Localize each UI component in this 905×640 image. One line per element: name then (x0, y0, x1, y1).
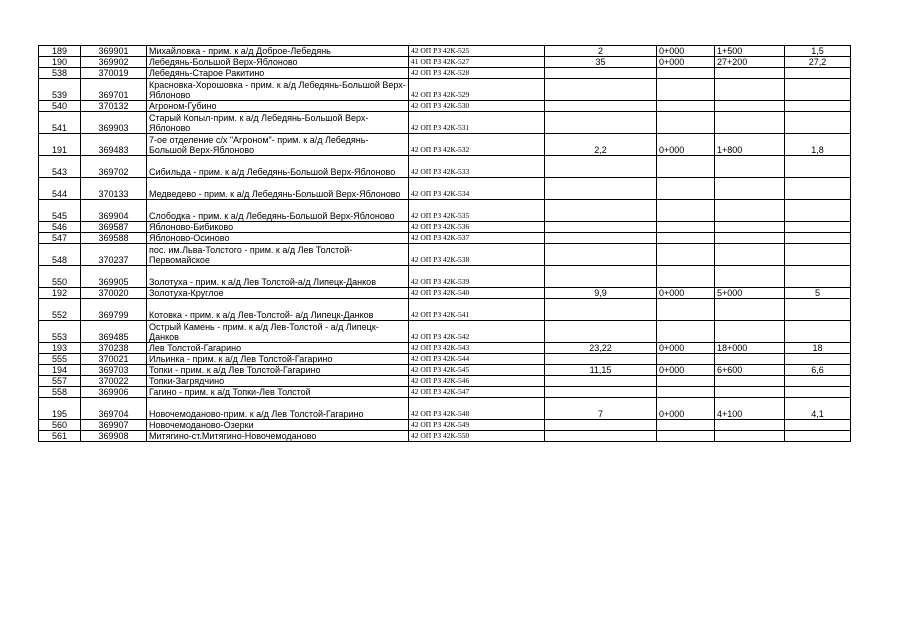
section-end-cell (715, 387, 785, 398)
table-row (39, 398, 851, 420)
road-code-cell: 369701 (81, 79, 147, 101)
road-name-cell: Лебедянь-Старое Ракитино (147, 68, 409, 79)
section-start-cell (657, 266, 715, 288)
total-length-cell (545, 178, 657, 200)
total-length-cell (545, 431, 657, 442)
section-length-cell (785, 266, 851, 288)
table-row (39, 200, 851, 222)
section-end-cell (715, 244, 785, 266)
section-end-cell (715, 101, 785, 112)
section-end-cell (715, 68, 785, 79)
registry-id-cell: 42 ОП РЗ 42К-535 (409, 200, 545, 222)
section-end-cell: 27+200 (715, 57, 785, 68)
total-length-cell (545, 354, 657, 365)
section-length-cell: 5 (785, 288, 851, 299)
road-code-cell: 370132 (81, 101, 147, 112)
section-start-cell (657, 420, 715, 431)
section-length-cell (785, 376, 851, 387)
row-number-cell: 195 (39, 398, 81, 420)
table-row (39, 68, 851, 79)
table-row (39, 233, 851, 244)
table-body (39, 46, 851, 442)
registry-id-cell: 42 ОП РЗ 42К-543 (409, 343, 545, 354)
total-length-cell: 2 (545, 46, 657, 57)
registry-id-cell: 42 ОП РЗ 42К-548 (409, 398, 545, 420)
road-code-cell: 370019 (81, 68, 147, 79)
total-length-cell (545, 387, 657, 398)
section-end-cell: 1+800 (715, 134, 785, 156)
total-length-cell (545, 233, 657, 244)
table-row (39, 431, 851, 442)
road-name-cell: Митягино-ст.Митягино-Новочемоданово (147, 431, 409, 442)
section-length-cell (785, 387, 851, 398)
road-name-cell: пос. им.Льва-Толстого - прим. к а/д Лев Толстой-Первомайское (147, 244, 409, 266)
section-end-cell (715, 354, 785, 365)
table-row (39, 244, 851, 266)
row-number-cell: 544 (39, 178, 81, 200)
table-row (39, 299, 851, 321)
total-length-cell (545, 299, 657, 321)
road-name-cell: Сибильда - прим. к а/д Лебедянь-Большой Верх-Яблоново (147, 156, 409, 178)
section-start-cell: 0+000 (657, 398, 715, 420)
total-length-cell (545, 266, 657, 288)
row-number-cell: 190 (39, 57, 81, 68)
registry-id-cell: 42 ОП РЗ 42К-530 (409, 101, 545, 112)
table-row (39, 288, 851, 299)
total-length-cell (545, 112, 657, 134)
road-name-cell: Слободка - прим. к а/д Лебедянь-Большой Верх-Яблоново (147, 200, 409, 222)
section-start-cell (657, 156, 715, 178)
section-start-cell (657, 431, 715, 442)
section-end-cell: 1+500 (715, 46, 785, 57)
section-start-cell (657, 354, 715, 365)
total-length-cell: 11,15 (545, 365, 657, 376)
row-number-cell: 538 (39, 68, 81, 79)
section-start-cell: 0+000 (657, 343, 715, 354)
registry-id-cell: 42 ОП РЗ 42К-540 (409, 288, 545, 299)
total-length-cell (545, 68, 657, 79)
registry-id-cell: 42 ОП РЗ 42К-536 (409, 222, 545, 233)
row-number-cell: 555 (39, 354, 81, 365)
section-start-cell (657, 233, 715, 244)
section-end-cell (715, 299, 785, 321)
road-name-cell: Котовка - прим. к а/д Лев-Толстой- а/д Липецк-Данков (147, 299, 409, 321)
section-start-cell (657, 387, 715, 398)
table-row (39, 57, 851, 68)
section-length-cell: 1,8 (785, 134, 851, 156)
section-start-cell (657, 200, 715, 222)
table-row (39, 46, 851, 57)
section-end-cell: 6+600 (715, 365, 785, 376)
road-code-cell: 369901 (81, 46, 147, 57)
section-length-cell (785, 79, 851, 101)
table-row (39, 79, 851, 101)
section-length-cell (785, 299, 851, 321)
section-length-cell (785, 200, 851, 222)
section-length-cell (785, 321, 851, 343)
road-code-cell: 369903 (81, 112, 147, 134)
section-start-cell (657, 376, 715, 387)
section-end-cell (715, 200, 785, 222)
registry-id-cell: 42 ОП РЗ 42К-546 (409, 376, 545, 387)
row-number-cell: 194 (39, 365, 81, 376)
road-name-cell: Красновка-Хорошовка - прим. к а/д Лебедянь-Большой Верх-Яблоново (147, 79, 409, 101)
total-length-cell: 9,9 (545, 288, 657, 299)
road-name-cell: Острый Камень - прим. к а/д Лев-Толстой - а/д Липецк-Данков (147, 321, 409, 343)
row-number-cell: 191 (39, 134, 81, 156)
registry-id-cell: 42 ОП РЗ 42К-532 (409, 134, 545, 156)
road-code-cell: 369902 (81, 57, 147, 68)
row-number-cell: 552 (39, 299, 81, 321)
road-name-cell: Гагино - прим. к а/д Топки-Лев Толстой (147, 387, 409, 398)
road-name-cell: Лебедянь-Большой Верх-Яблоново (147, 57, 409, 68)
section-start-cell (657, 68, 715, 79)
total-length-cell: 7 (545, 398, 657, 420)
row-number-cell: 548 (39, 244, 81, 266)
road-code-cell: 369587 (81, 222, 147, 233)
row-number-cell: 541 (39, 112, 81, 134)
road-name-cell: Топки - прим. к а/д Лев Толстой-Гагарино (147, 365, 409, 376)
section-length-cell (785, 354, 851, 365)
road-code-cell: 369799 (81, 299, 147, 321)
table-row (39, 222, 851, 233)
road-code-cell: 370237 (81, 244, 147, 266)
table-row (39, 101, 851, 112)
registry-id-cell: 42 ОП РЗ 42К-529 (409, 79, 545, 101)
section-length-cell (785, 233, 851, 244)
section-length-cell (785, 431, 851, 442)
total-length-cell (545, 200, 657, 222)
section-end-cell: 4+100 (715, 398, 785, 420)
table-row (39, 420, 851, 431)
row-number-cell: 557 (39, 376, 81, 387)
table-row (39, 112, 851, 134)
road-code-cell: 369904 (81, 200, 147, 222)
section-length-cell (785, 178, 851, 200)
section-length-cell: 18 (785, 343, 851, 354)
registry-id-cell: 42 ОП РЗ 42К-534 (409, 178, 545, 200)
total-length-cell (545, 156, 657, 178)
registry-id-cell: 42 ОП РЗ 42К-533 (409, 156, 545, 178)
table-row (39, 134, 851, 156)
road-name-cell: Топки-Загрядчино (147, 376, 409, 387)
total-length-cell (545, 244, 657, 266)
road-code-cell: 369483 (81, 134, 147, 156)
table-row (39, 156, 851, 178)
section-end-cell (715, 266, 785, 288)
road-code-cell: 369485 (81, 321, 147, 343)
total-length-cell: 35 (545, 57, 657, 68)
registry-id-cell: 41 ОП РЗ 42К-527 (409, 57, 545, 68)
row-number-cell: 543 (39, 156, 81, 178)
section-length-cell (785, 68, 851, 79)
section-end-cell (715, 178, 785, 200)
row-number-cell: 560 (39, 420, 81, 431)
section-start-cell: 0+000 (657, 134, 715, 156)
section-length-cell (785, 420, 851, 431)
road-code-cell: 369704 (81, 398, 147, 420)
section-start-cell: 0+000 (657, 365, 715, 376)
section-end-cell (715, 376, 785, 387)
road-code-cell: 369907 (81, 420, 147, 431)
road-name-cell: Золотуха-Круглое (147, 288, 409, 299)
section-end-cell (715, 156, 785, 178)
road-code-cell: 370133 (81, 178, 147, 200)
section-length-cell: 27,2 (785, 57, 851, 68)
road-name-cell: Агроном-Губино (147, 101, 409, 112)
road-code-cell: 369703 (81, 365, 147, 376)
section-end-cell (715, 112, 785, 134)
registry-id-cell: 42 ОП РЗ 42К-547 (409, 387, 545, 398)
road-code-cell: 369588 (81, 233, 147, 244)
total-length-cell: 23,22 (545, 343, 657, 354)
road-code-cell: 370238 (81, 343, 147, 354)
registry-id-cell: 42 ОП РЗ 42К-528 (409, 68, 545, 79)
registry-id-cell: 42 ОП РЗ 42К-541 (409, 299, 545, 321)
registry-id-cell: 42 ОП РЗ 42К-544 (409, 354, 545, 365)
road-code-cell: 370021 (81, 354, 147, 365)
total-length-cell (545, 79, 657, 101)
section-end-cell (715, 420, 785, 431)
road-code-cell: 370020 (81, 288, 147, 299)
section-end-cell: 5+000 (715, 288, 785, 299)
total-length-cell (545, 376, 657, 387)
road-code-cell: 369908 (81, 431, 147, 442)
registry-id-cell: 42 ОП РЗ 42К-537 (409, 233, 545, 244)
registry-id-cell: 42 ОП РЗ 42К-539 (409, 266, 545, 288)
section-start-cell (657, 101, 715, 112)
total-length-cell (545, 222, 657, 233)
row-number-cell: 561 (39, 431, 81, 442)
row-number-cell: 558 (39, 387, 81, 398)
row-number-cell: 545 (39, 200, 81, 222)
registry-id-cell: 42 ОП РЗ 42К-531 (409, 112, 545, 134)
road-code-cell: 369702 (81, 156, 147, 178)
section-start-cell: 0+000 (657, 46, 715, 57)
road-name-cell: Михайловка - прим. к а/д Доброе-Лебедянь (147, 46, 409, 57)
road-code-cell: 370022 (81, 376, 147, 387)
row-number-cell: 546 (39, 222, 81, 233)
registry-id-cell: 42 ОП РЗ 42К-550 (409, 431, 545, 442)
section-start-cell: 0+000 (657, 57, 715, 68)
total-length-cell (545, 321, 657, 343)
row-number-cell: 540 (39, 101, 81, 112)
section-start-cell (657, 178, 715, 200)
registry-id-cell: 42 ОП РЗ 42К-538 (409, 244, 545, 266)
road-name-cell: Золотуха - прим. к а/д Лев Толстой-а/д Липецк-Данков (147, 266, 409, 288)
row-number-cell: 192 (39, 288, 81, 299)
table-row (39, 387, 851, 398)
registry-id-cell: 42 ОП РЗ 42К-549 (409, 420, 545, 431)
registry-id-cell: 42 ОП РЗ 42К-525 (409, 46, 545, 57)
road-name-cell: Яблоново-Бибиково (147, 222, 409, 233)
section-length-cell: 1,5 (785, 46, 851, 57)
road-name-cell: Ильинка - прим. к а/д Лев Толстой-Гагарино (147, 354, 409, 365)
section-length-cell (785, 156, 851, 178)
section-end-cell (715, 222, 785, 233)
section-start-cell (657, 321, 715, 343)
section-length-cell (785, 244, 851, 266)
section-start-cell (657, 79, 715, 101)
road-code-cell: 369906 (81, 387, 147, 398)
total-length-cell (545, 420, 657, 431)
row-number-cell: 547 (39, 233, 81, 244)
row-number-cell: 193 (39, 343, 81, 354)
road-name-cell: Старый Копыл-прим. к а/д Лебедянь-Большой Верх-Яблоново (147, 112, 409, 134)
registry-id-cell: 42 ОП РЗ 42К-542 (409, 321, 545, 343)
section-end-cell: 18+000 (715, 343, 785, 354)
table-row (39, 354, 851, 365)
section-length-cell (785, 222, 851, 233)
table-row (39, 178, 851, 200)
row-number-cell: 553 (39, 321, 81, 343)
road-name-cell: Лев Толстой-Гагарино (147, 343, 409, 354)
total-length-cell: 2,2 (545, 134, 657, 156)
section-start-cell (657, 244, 715, 266)
section-start-cell (657, 299, 715, 321)
table-row (39, 343, 851, 354)
section-end-cell (715, 79, 785, 101)
row-number-cell: 189 (39, 46, 81, 57)
road-name-cell: Новочемоданово-Озерки (147, 420, 409, 431)
table-row (39, 266, 851, 288)
row-number-cell: 539 (39, 79, 81, 101)
section-start-cell (657, 112, 715, 134)
roads-table (38, 45, 851, 442)
section-start-cell: 0+000 (657, 288, 715, 299)
road-code-cell: 369905 (81, 266, 147, 288)
section-length-cell: 4,1 (785, 398, 851, 420)
section-end-cell (715, 321, 785, 343)
registry-id-cell: 42 ОП РЗ 42К-545 (409, 365, 545, 376)
section-end-cell (715, 233, 785, 244)
row-number-cell: 550 (39, 266, 81, 288)
section-length-cell (785, 112, 851, 134)
table-row (39, 321, 851, 343)
table-row (39, 365, 851, 376)
road-name-cell: Новочемоданово-прим. к а/д Лев Толстой-Гагарино (147, 398, 409, 420)
road-name-cell: 7-ое отделение с/х "Агроном"- прим. к а/д Лебедянь-Большой Верх-Яблоново (147, 134, 409, 156)
table-row (39, 376, 851, 387)
section-length-cell (785, 101, 851, 112)
road-name-cell: Яблоново-Осиново (147, 233, 409, 244)
section-end-cell (715, 431, 785, 442)
road-name-cell: Медведево - прим. к а/д Лебедянь-Большой Верх-Яблоново (147, 178, 409, 200)
section-length-cell: 6,6 (785, 365, 851, 376)
total-length-cell (545, 101, 657, 112)
section-start-cell (657, 222, 715, 233)
